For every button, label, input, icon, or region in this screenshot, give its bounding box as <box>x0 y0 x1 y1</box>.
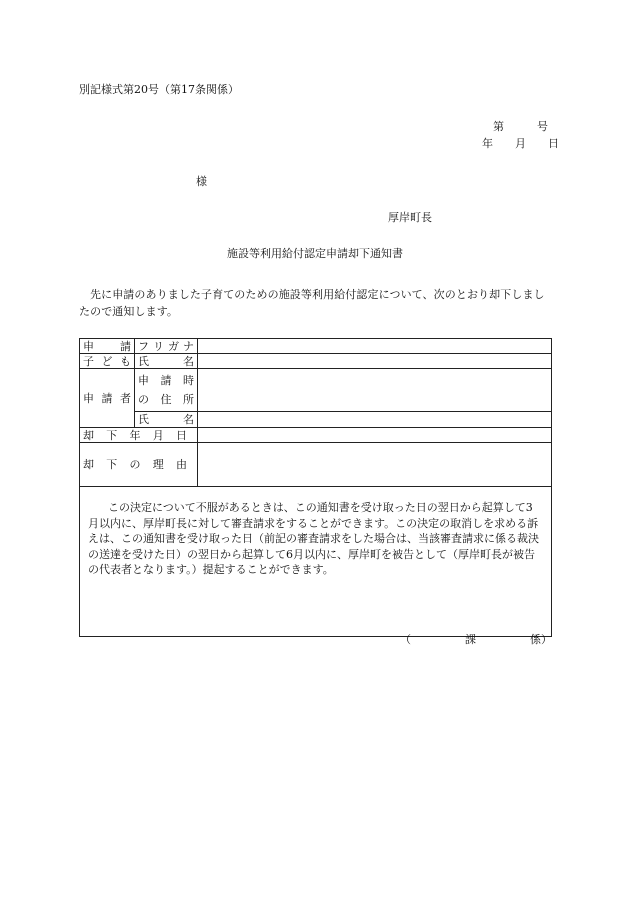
rejection-reason-label: 却 下 の 理 由 <box>80 443 198 487</box>
rejection-reason-value[interactable] <box>198 443 552 487</box>
applicant-child-label-top <box>80 339 135 354</box>
issue-number: 第 号 <box>493 120 548 133</box>
child-name-value[interactable] <box>198 354 552 369</box>
child-name-label: 氏 名 <box>135 354 198 369</box>
recipient-suffix: 様 <box>196 175 207 188</box>
applicant-child-line2: 子 ど も <box>83 354 131 368</box>
form-number: 別記様式第20号（第17条関係） <box>79 83 239 96</box>
applicant-label: 申 請 者 <box>80 369 135 428</box>
applicant-child-label-bottom <box>80 354 135 369</box>
rejection-date-value[interactable] <box>198 428 552 443</box>
furigana-label: フ リ ガ ナ <box>135 339 198 354</box>
application-table <box>79 338 552 637</box>
issuer-name: 厚岸町長 <box>388 211 432 224</box>
applicant-child-line1: 申 請 <box>83 339 131 353</box>
appeal-notice: この決定について不服があるときは、この通知書を受け取った日の翌日から起算して3月以内に、厚岸町長に対して審査請求をすることができます。この決定の取消しを求める訴えは、この通知書を受け取った日（前記の審査請求をした場合は、当該審査請求に係る裁決の送達を受けた日）の翌日から起算して6月以内に、厚岸町を被告として（厚岸町長が被告の代表者となります。）提起することができます。 <box>80 487 552 637</box>
body-text: 先に申請のありました子育てのための施設等利用給付認定について、次のとおり却下しましたので通知します。 <box>79 288 545 318</box>
address-value[interactable] <box>198 369 552 412</box>
rejection-date-label: 却 下 年 月 日 <box>80 428 198 443</box>
department-footer: （ 課 係） <box>400 633 552 646</box>
address-label: 申 請 時 の 住 所 <box>135 369 198 412</box>
document-title: 施設等利用給付認定申請却下通知書 <box>227 247 403 260</box>
issue-date: 年 月 日 <box>482 137 559 150</box>
applicant-name-label: 氏 名 <box>135 412 198 428</box>
furigana-value[interactable] <box>198 339 552 354</box>
applicant-name-value[interactable] <box>198 412 552 428</box>
